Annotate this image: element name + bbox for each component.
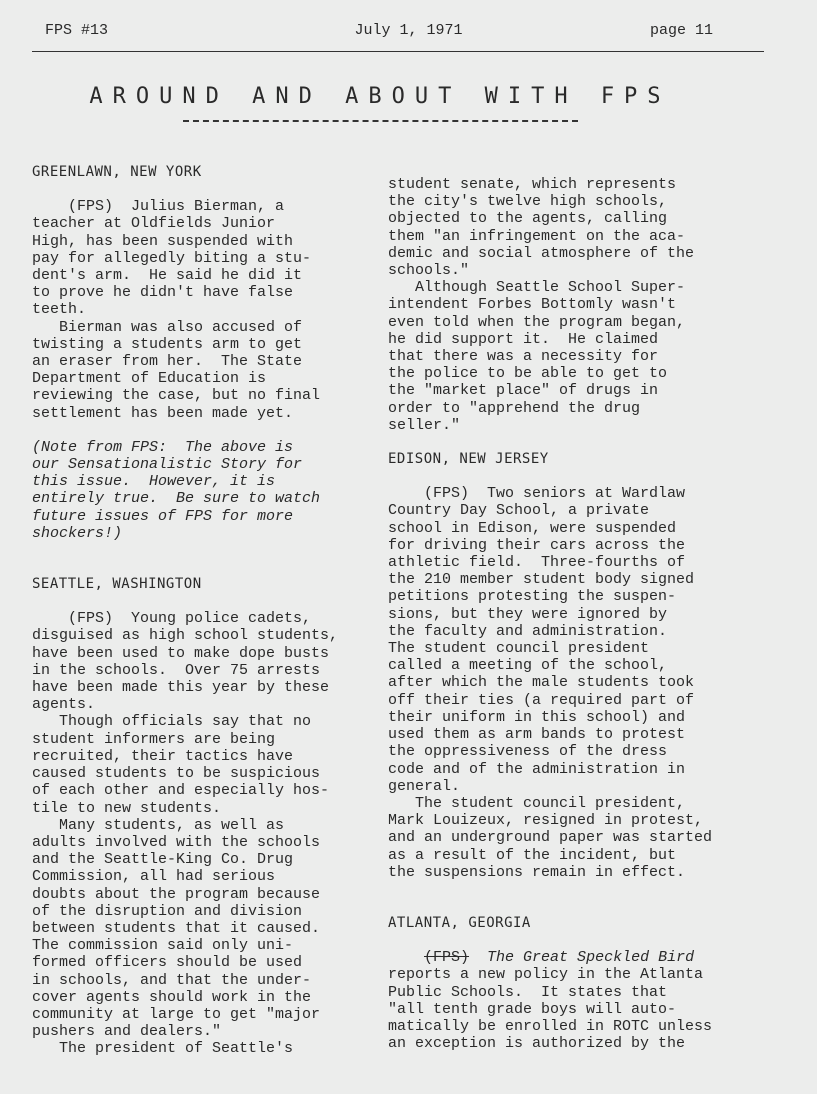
seattle-continued: student senate, which represents the city's twelve high schools, objected to the agents, calling them "an infringement on the aca- demic and social atmosphere of the schools." [388,176,695,280]
seattle-paragraph-1: (FPS) Young police cadets, disguised as high school students, have been used to make dope busts in the schools. Over 75 arrests have been made this year by these agents. [32,610,339,714]
title-underline [183,120,578,122]
page-number: page 11 [650,22,714,39]
section-heading-edison: EDISON, NEW JERSEY [388,451,549,468]
issue-date: July 1, 1971 [354,22,463,39]
atlanta-struck-tag: (FPS) [424,949,470,967]
section-heading-seattle: SEATTLE, WASHINGTON [32,576,202,593]
editor-note: (Note from FPS: The above is our Sensationalistic Story for this issue. However, it is entirely true. Be sure to watch future issues of FPS for more shockers!) [32,438,321,542]
issue-number: FPS #13 [45,22,109,39]
greenlawn-paragraph-2: Bierman was also accused of twisting a students arm to get an eraser from her. The State Department of Education is reviewing the case, but no final settlement has been made yet. [32,318,321,422]
section-heading-greenlawn: GREENLAWN, NEW YORK [32,164,202,180]
atlanta-first-line [388,949,768,966]
greenlawn-paragraph-1: (FPS) Julius Bierman, a teacher at Oldfields Junior High, has been suspended with pay for allegedly biting a stu- dent's arm. He said he did it to prove he didn't have false teeth. [32,198,312,319]
publication-name: The Great Speckled Bird [487,949,695,967]
left-column [32,164,394,1058]
seattle-paragraph-4: The president of Seattle's [32,1040,294,1058]
atlanta-paragraph-1: reports a new policy in the Atlanta Public Schools. It states that "all tenth grade boys will auto- matically be enrolled in ROTC unless an exception is authorized by the [388,966,713,1053]
page-title: AROUND AND ABOUT WITH FPS [89,84,671,109]
seattle-paragraph-3: Many students, as well as adults involved with the schools and the Seattle-King Co. Drug Commission, all had serious doubts about the program because of the disruption and division between students that it caused. The commission said only uni- formed officers should be used in schools, and that the under- cover agents should work in the community at large to get "major pushers and dealers." [32,816,321,1041]
section-heading-atlanta: ATLANTA, GEORGIA [388,914,531,931]
edison-paragraph-1: (FPS) Two seniors at Wardlaw Country Day School, a private school in Edison, were suspended for driving their cars across the athletic field. Three-fourths of the 210 member student body signed petitions protesting the suspen- sions, but they were ignored by the faculty and administration. The student council president called a meeting of the school, after which the male students took off their ties (a required part of their uniform in this school) and used them as arm bands to protest the oppressiveness of the dress code and of the administration in general. [388,485,695,795]
header-rule [32,51,764,52]
edison-paragraph-2: The student council president, Mark Louizeux, resigned in protest, and an underground paper was started as a result of the incident, but the suspensions remain in effect. [388,794,713,881]
right-column [388,176,768,1052]
seattle-paragraph-5: Although Seattle School Super- intendent Forbes Bottomly wasn't even told when the program began, he did support it. He claimed that there was a necessity for the police to be able to get to the "market place" of drugs in order to "apprehend the drug seller." [388,279,686,434]
seattle-paragraph-2: Though officials say that no student informers are being recruited, their tactics have caused students to be suspicious of each other and especially hos- tile to new students. [32,713,330,817]
